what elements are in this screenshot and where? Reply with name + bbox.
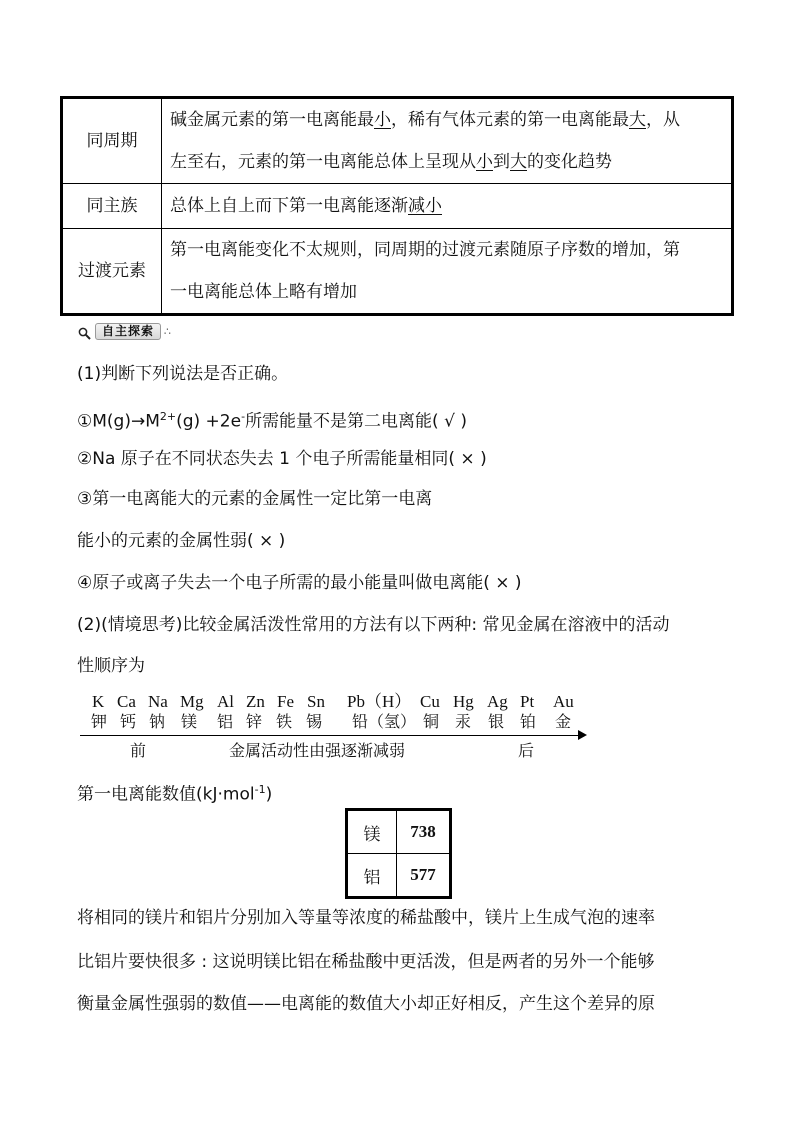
q1-statement-3-line1: ③第一电离能大的元素的金属性一定比第一电离 [77,489,433,509]
series-name: 锡 [306,712,323,731]
series-symbol: Cu [420,692,440,711]
series-symbol: Fe [277,692,294,711]
paragraph-line-1: 将相同的镁片和铝片分别加入等量等浓度的稀盐酸中，镁片上生成气泡的速率 [77,908,655,928]
ionization-value-label: 第一电离能数值(kJ·mol$^{-1}$) [77,783,273,805]
series-middle-label: 金属活动性由强逐渐减弱 [229,741,406,760]
arrow-right-icon [578,730,587,740]
q1-statement-3-line2: 能小的元素的金属性弱( × ) [77,531,286,551]
series-symbol: Mg [180,692,204,711]
q1-title: (1)判断下列说法是否正确。 [77,364,289,384]
series-name: 铂 [520,712,537,731]
paragraph-line-2: 比铝片要快很多 : 这说明镁比铝在稀盐酸中更活泼，但是两者的另外一个能够 [77,952,655,972]
q2-line-1: (2)(情境思考)比较金属活泼性常用的方法有以下两种: 常见金属在溶液中的活动 [77,615,670,635]
series-arrow-line [80,735,580,736]
row-label: 过渡元素 [62,229,162,315]
row-content: 碱金属元素的第一电离能最小，稀有气体元素的第一电离能最大，从 左至右，元素的第一电离能总体上呈现从小到大的变化趋势 [162,98,733,184]
series-symbol: Ca [117,692,136,711]
series-name: 钾 [91,712,108,731]
series-name: 金 [555,712,572,731]
series-name: 铜 [423,712,440,731]
q2-line-2: 性顺序为 [77,656,145,676]
q1-statement-4: ④原子或离子失去一个电子所需的最小能量叫做电离能( × ) [77,573,522,593]
row-label: 同主族 [62,184,162,229]
row-content: 第一电离能变化不太规则，同周期的过渡元素随原子序数的增加，第 一电离能总体上略有增加 [162,229,733,315]
series-name: 钙 [120,712,137,731]
decoration-dots-icon: ∴ [164,324,172,338]
series-symbol: Zn [246,692,265,711]
paragraph-line-3: 衡量金属性强弱的数值——电离能的数值大小却正好相反，产生这个差异的原 [77,994,655,1014]
series-name: 银 [488,712,505,731]
series-name: 铝 [217,712,234,731]
section-badge [78,322,171,340]
section-badge-label: 自主探索 [95,323,161,340]
series-symbol: Au [553,692,574,711]
series-back-label: 后 [518,741,535,760]
series-name: 钠 [149,712,166,731]
magnifier-icon [78,325,91,338]
table-row [62,98,733,184]
series-name: 汞 [455,712,472,731]
series-name: 铁 [276,712,293,731]
table-row [62,184,733,229]
series-symbol: Pt [520,692,535,711]
series-symbol: K [92,692,105,711]
q1-statement-1: $①M(g)\to M^{2+}(g) +2e^-$所需能量不是第二电离能( √ ) [77,410,467,432]
element-cell: 镁 [347,810,397,854]
series-symbol: Sn [307,692,325,711]
series-symbol: Na [148,692,168,711]
value-cell: 577 [397,854,451,898]
q1-statement-2: ②Na 原子在不同状态失去 1 个电子所需能量相同( × ) [77,449,487,469]
series-symbol: Hg [453,692,474,711]
table-row [347,854,451,898]
series-front-label: 前 [130,741,147,760]
row-label: 同周期 [62,98,162,184]
series-name: 镁 [181,712,198,731]
element-cell: 铝 [347,854,397,898]
series-symbol: Pb（H） [347,692,412,711]
value-cell: 738 [397,810,451,854]
table-row [62,229,733,315]
series-symbol: Al [217,692,234,711]
ionization-energy-table [345,808,452,899]
series-name: 铅（氢） [352,712,417,731]
row-content: 总体上自上而下第一电离能逐渐减小 [162,184,733,229]
series-symbol: Ag [487,692,508,711]
series-name: 锌 [246,712,263,731]
ionization-trend-table [60,96,734,316]
table-row [347,810,451,854]
